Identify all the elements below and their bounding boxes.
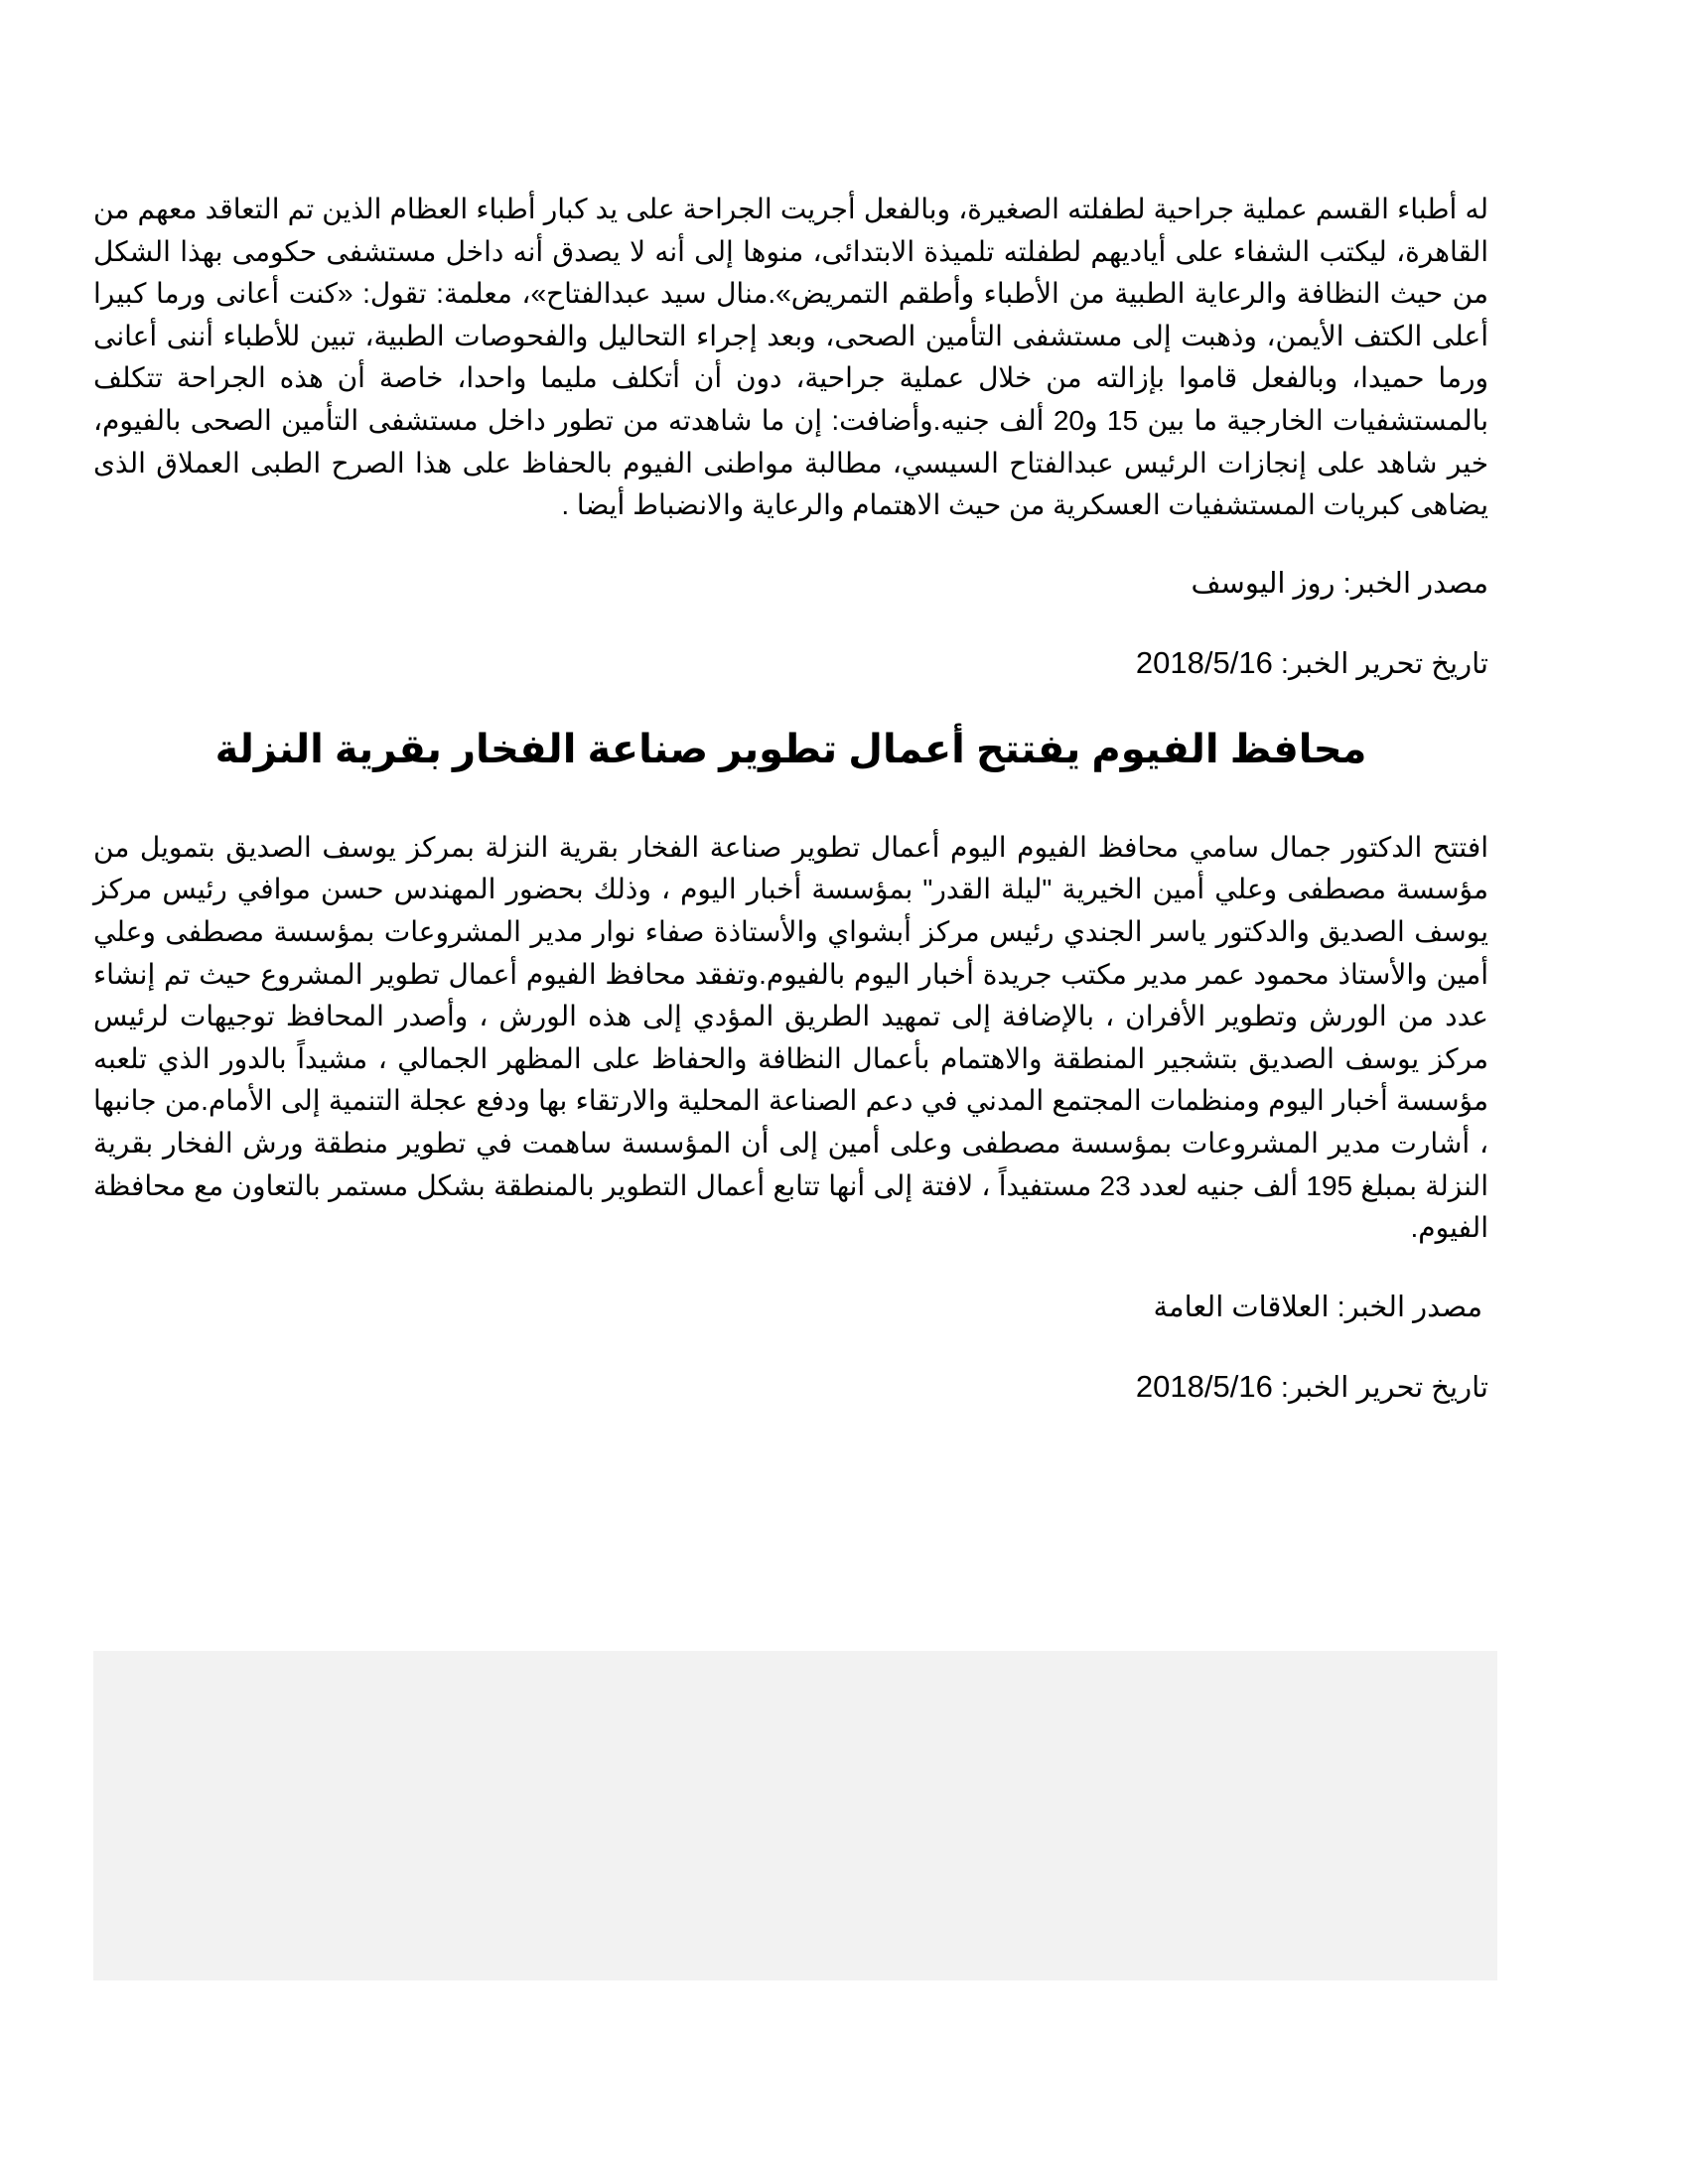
article2-body: افتتح الدكتور جمال سامي محافظ الفيوم اليوم أعمال تطوير صناعة الفخار بقرية النزلة بمركز يوسف الصديق بتمويل من مؤسسة مصطفى وعلي أمين الخيرية "ليلة القدر" بمؤسسة أخبار اليوم ، وذلك بحضور المهندس حسن موافي رئيس مركز يوسف الصديق والدكتور ياسر الجندي رئيس مركز أبشواي والأستاذة صفاء نوار مدير المشروعات بمؤسسة مصطفى وعلي أمين والأستاذ محمود عمر مدير مكتب جريدة أخبار اليوم بالفيوم.وتفقد محافظ الفيوم أعمال تطوير المشروع حيث تم إنشاء عدد من الورش وتطوير الأفران ، بالإضافة إلى تمهيد الطريق المؤدي إلى هذه الورش ، وأصدر المحافظ توجيهات لرئيس مركز يوسف الصديق بتشجير المنطقة والاهتمام بأعمال النظافة والحفاظ على المظهر الجمالي ، مشيداً بالدور الذي تلعبه مؤسسة أخبار اليوم ومنظمات المجتمع المدني في دعم الصناعة المحلية والارتقاء بها ودفع عجلة التنمية إلى الأمام.من جانبها ، أشارت مدير المشروعات بمؤسسة مصطفى وعلى أمين إلى أن المؤسسة ساهمت في تطوير منطقة ورش الفخار بقرية النزلة بمبلغ 195 ألف جنيه لعدد 23 مستفيداً ، لافتة إلى أنها تتابع أعمال التطوير بالمنطقة بشكل مستمر بالتعاون مع محافظة الفيوم.: [93, 831, 1488, 1244]
article1-date: [93, 643, 1488, 684]
article1-source-label: مصدر الخبر:: [1342, 567, 1488, 600]
article2-date: [93, 1367, 1488, 1408]
article1-body: له أطباء القسم عملية جراحية لطفلته الصغيرة، وبالفعل أجريت الجراحة على يد كبار أطباء العظام الذين تم التعاقد معهم من القاهرة، ليكتب الشفاء على أياديهم لطفلته تلميذة الابتدائى، منوها إلى أنه لا يصدق أنه داخل مستشفى حكومى بهذا الشكل من حيث النظافة والرعاية الطبية من الأطباء وأطقم التمريض».منال سيد عبدالفتاح»، معلمة: تقول: «كنت أعانى ورما كبيرا أعلى الكتف الأيمن، وذهبت إلى مستشفى التأمين الصحى، وبعد إجراء التحاليل والفحوصات الطبية، تبين للأطباء أننى أعانى ورما حميدا، وبالفعل قاموا بإزالته من خلال عملية جراحية، دون أن أتكلف مليما واحدا، خاصة أن هذه الجراحة تتكلف بالمستشفيات الخارجية ما بين 15 و20 ألف جنيه.وأضافت: إن ما شاهدته من تطور داخل مستشفى التأمين الصحى بالفيوم، خير شاهد على إنجازات الرئيس عبدالفتاح السيسي، مطالبة مواطنى الفيوم بالحفاظ على هذا الصرح الطبى العملاق الذى يضاهى كبريات المستشفيات العسكرية من حيث الاهتمام والرعاية والانضباط أيضا .: [93, 194, 1488, 521]
article2-date-label: تاريخ تحرير الخبر:: [1280, 1371, 1488, 1404]
article2-source-label: مصدر الخبر:: [1336, 1291, 1482, 1323]
article1-date-label: تاريخ تحرير الخبر:: [1280, 647, 1488, 680]
document-page: [93, 189, 1488, 1408]
article2-headline: محافظ الفيوم يفتتح أعمال تطوير صناعة الفخار بقرية النزلة: [214, 727, 1367, 771]
article2-source: [93, 1288, 1488, 1327]
article2-date-value: 2018/5/16: [1135, 1368, 1273, 1404]
article1-source: [93, 564, 1488, 604]
article1-source-value: روز اليوسف: [1191, 567, 1336, 600]
article1-date-value: 2018/5/16: [1135, 644, 1273, 680]
image-placeholder: [93, 1651, 1497, 1980]
article2-source-value: العلاقات العامة: [1153, 1291, 1330, 1323]
